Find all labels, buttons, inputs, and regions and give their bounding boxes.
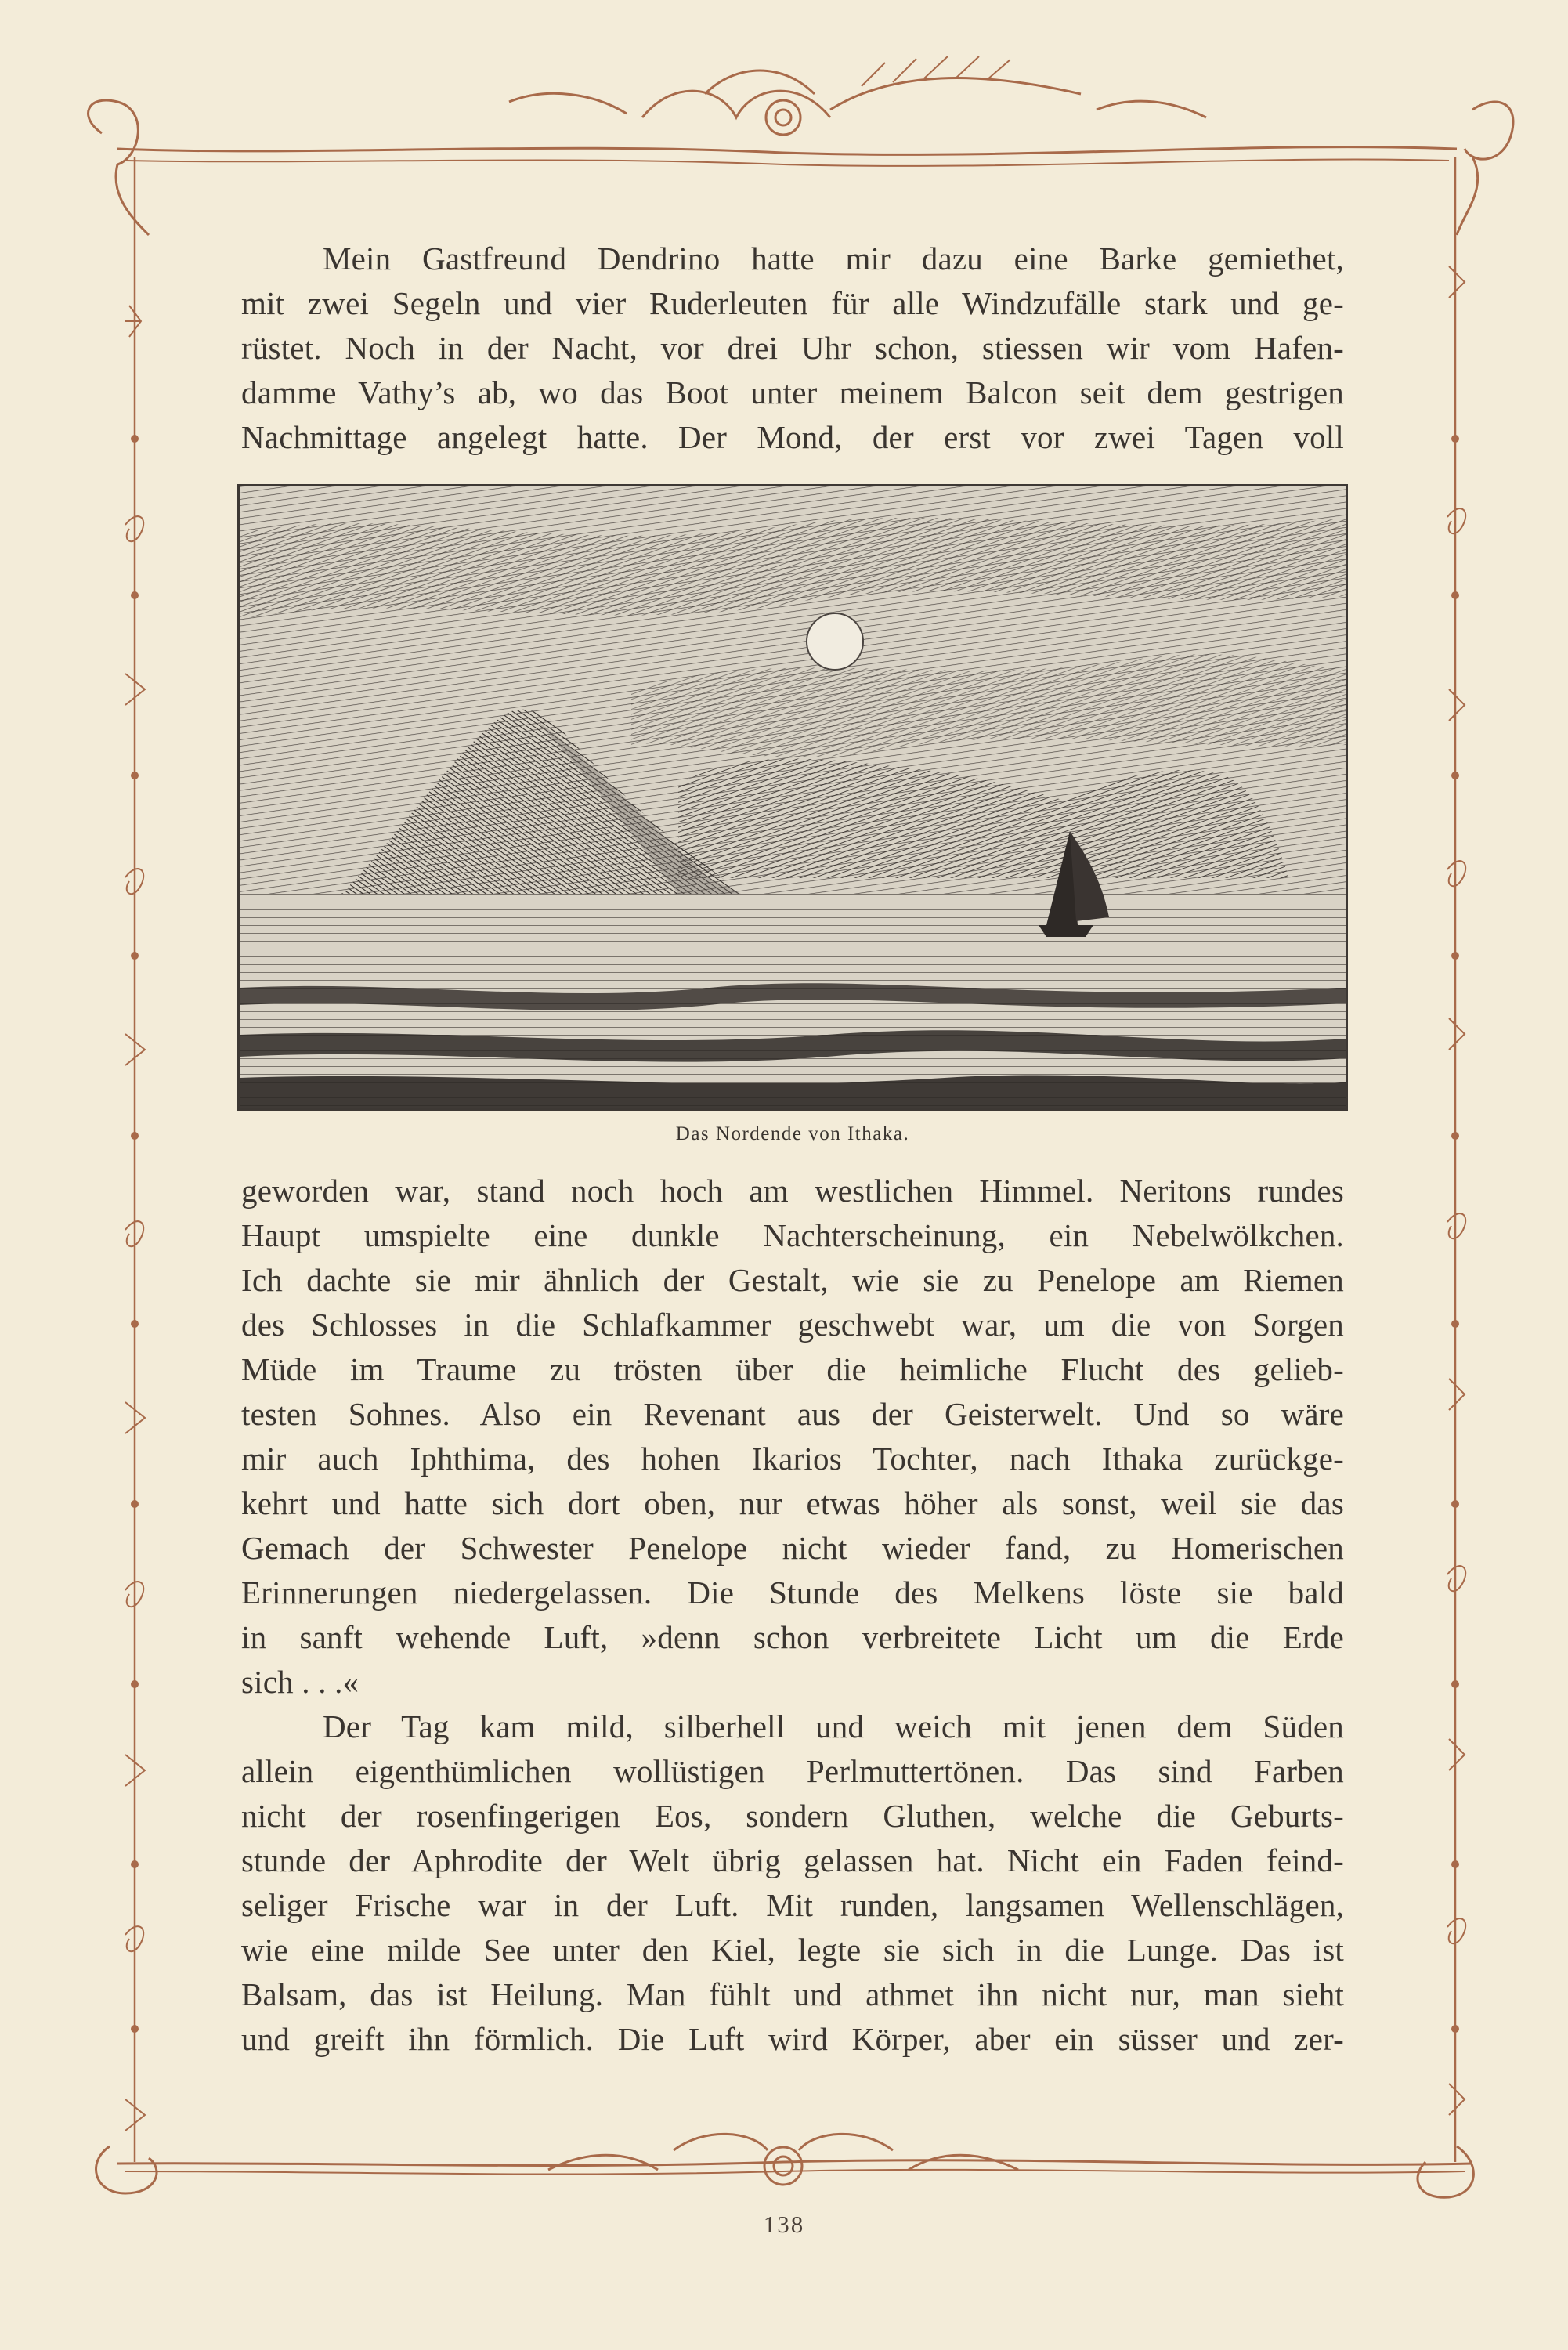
text-line: und greift ihn förmlich. Die Luft wird Körper, aber ein süsser und zer- bbox=[241, 2021, 1344, 2057]
text-line: Nachmittage angelegt hatte. Der Mond, der erst vor zwei Tagen voll bbox=[241, 419, 1344, 455]
body-text-top bbox=[241, 237, 1344, 460]
text-line: Erinnerungen niedergelassen. Die Stunde des Melkens löste sie bald bbox=[241, 1574, 1344, 1611]
text-line: nicht der rosenfingerigen Eos, sondern Gluthen, welche die Geburts- bbox=[241, 1798, 1344, 1834]
seascape-engraving bbox=[240, 486, 1346, 1108]
text-line: allein eigenthümlichen wollüstigen Perlmuttertönen. Das sind Farben bbox=[241, 1753, 1344, 1789]
text-line: Balsam, das ist Heilung. Man fühlt und athmet ihn nicht nur, man sieht bbox=[241, 1976, 1344, 2012]
page-number: 138 bbox=[763, 2211, 805, 2238]
text-line: testen Sohnes. Also ein Revenant aus der Geisterwelt. Und so wäre bbox=[241, 1396, 1344, 1432]
text-line: stunde der Aphrodite der Welt übrig gelassen hat. Nicht ein Faden feind- bbox=[241, 1842, 1344, 1878]
text-line: geworden war, stand noch hoch am westlichen Himmel. Neritons rundes bbox=[241, 1173, 1344, 1209]
text-line: Müde im Traume zu trösten über die heimliche Flucht des gelieb- bbox=[241, 1351, 1344, 1387]
text-line: Gemach der Schwester Penelope nicht wieder fand, zu Homerischen bbox=[241, 1530, 1344, 1566]
text-line: damme Vathy’s ab, wo das Boot unter meinem Balcon seit dem gestrigen bbox=[241, 374, 1344, 410]
text-line: rüstet. Noch in der Nacht, vor drei Uhr schon, stiessen wir vom Hafen- bbox=[241, 330, 1344, 366]
text-line: wie eine milde See unter den Kiel, legte sie sich in die Lunge. Das ist bbox=[241, 1932, 1344, 1968]
figure-caption: Das Nordende von Ithaka. bbox=[675, 1123, 910, 1144]
text-line: in sanft wehende Luft, »denn schon verbreitete Licht um die Erde bbox=[241, 1619, 1344, 1655]
text-line: Der Tag kam mild, silberhell und weich mit jenen dem Süden bbox=[323, 1708, 1344, 1744]
text-line: mir auch Iphthima, des hohen Ikarios Tochter, nach Ithaka zurückge- bbox=[241, 1441, 1344, 1477]
text-line: kehrt und hatte sich dort oben, nur etwas höher als sonst, weil sie das bbox=[241, 1485, 1344, 1521]
text-line: des Schlosses in die Schlafkammer geschwebt war, um die von Sorgen bbox=[241, 1307, 1344, 1343]
text-line: sich . . .« bbox=[241, 1664, 359, 1700]
engraving-illustration bbox=[237, 484, 1348, 1111]
text-line: Haupt umspielte eine dunkle Nachterscheinung, ein Nebelwölkchen. bbox=[241, 1217, 1344, 1253]
text-line: Ich dachte sie mir ähnlich der Gestalt, wie sie zu Penelope am Riemen bbox=[241, 1262, 1344, 1298]
text-line: Mein Gastfreund Dendrino hatte mir dazu eine Barke gemiethet, bbox=[323, 240, 1344, 277]
text-line: mit zwei Segeln und vier Ruderleuten für alle Windzufälle stark und ge- bbox=[241, 285, 1344, 321]
text-line: seliger Frische war in der Luft. Mit runden, langsamen Wellenschlägen, bbox=[241, 1887, 1344, 1923]
body-text-bottom bbox=[241, 1169, 1344, 2062]
